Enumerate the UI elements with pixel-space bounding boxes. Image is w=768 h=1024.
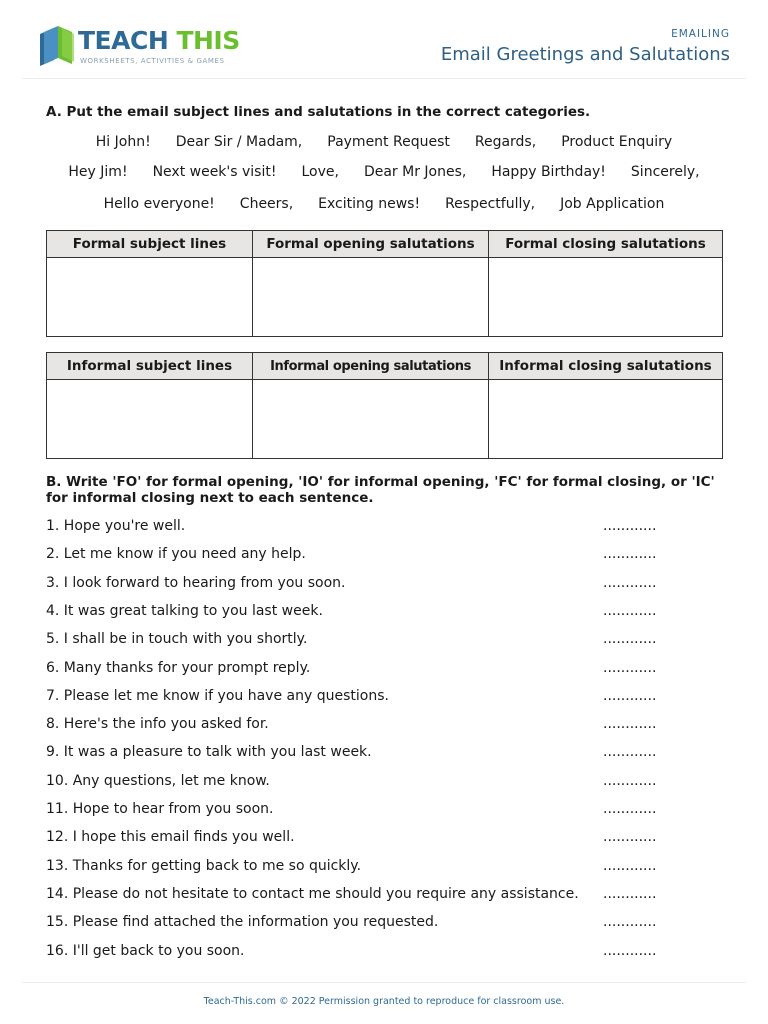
table-header: Informal closing salutations bbox=[489, 353, 723, 380]
answer-cell[interactable] bbox=[489, 380, 723, 459]
sentence-item bbox=[46, 603, 686, 619]
answer-blank[interactable]: ............ bbox=[603, 885, 657, 902]
answer-cell[interactable] bbox=[253, 258, 489, 337]
sentence-item bbox=[46, 886, 686, 902]
sentence-text: 16. I'll get back to you soon. bbox=[46, 942, 245, 959]
section-a-instruction: A. Put the email subject lines and salutations in the correct categories. bbox=[46, 104, 591, 120]
sentence-item bbox=[46, 575, 686, 591]
section-b-instruction: B. Write 'FO' for formal opening, 'IO' for informal opening, 'FC' for formal closing, or 'IC' for informal closing next to each sentence. bbox=[46, 474, 715, 506]
answer-blank[interactable]: ............ bbox=[603, 801, 657, 817]
sentence-text: 8. Here's the info you asked for. bbox=[46, 716, 269, 733]
answer-blank[interactable]: ............ bbox=[603, 829, 657, 846]
answer-blank[interactable]: ............ bbox=[603, 942, 657, 959]
sentence-text: 2. Let me know if you need any help. bbox=[46, 546, 306, 563]
table-header: Informal opening salutations bbox=[253, 353, 489, 380]
answer-cell[interactable] bbox=[489, 258, 723, 337]
sentence-item bbox=[46, 631, 686, 647]
sentence-text: 11. Hope to hear from you soon. bbox=[46, 801, 274, 817]
sentence-text: 4. It was great talking to you last week. bbox=[46, 602, 323, 619]
sentence-text: 5. I shall be in touch with you shortly. bbox=[46, 631, 308, 648]
word-item: Happy Birthday! bbox=[491, 164, 606, 180]
word-item: Next week's visit! bbox=[152, 164, 277, 180]
answer-blank[interactable]: ............ bbox=[603, 744, 657, 761]
word-item: Hello everyone! bbox=[103, 196, 215, 212]
word-item: Love, bbox=[301, 164, 339, 180]
table-header: Informal subject lines bbox=[47, 353, 253, 380]
footer-text: Teach-This.com © 2022 Permission granted to reproduce for classroom use. bbox=[203, 996, 565, 1007]
word-bank-row-1 bbox=[46, 134, 722, 150]
logo-wordmark: TEACH THIS bbox=[78, 26, 240, 55]
answer-blank[interactable]: ............ bbox=[603, 631, 657, 648]
sentence-item bbox=[46, 688, 686, 704]
sentence-item bbox=[46, 546, 686, 562]
word-bank-row-2 bbox=[46, 164, 722, 180]
sentence-item bbox=[46, 801, 686, 817]
sentence-text: 15. Please find attached the information you requested. bbox=[46, 914, 439, 931]
sentence-text: 3. I look forward to hearing from you soon. bbox=[46, 574, 346, 591]
answer-blank[interactable]: ............ bbox=[603, 659, 657, 676]
sentence-item bbox=[46, 744, 686, 760]
word-item: Respectfully, bbox=[445, 196, 536, 212]
answer-blank[interactable]: ............ bbox=[603, 914, 657, 931]
sentence-text: 7. Please let me know if you have any questions. bbox=[46, 687, 389, 704]
table-header: Formal closing salutations bbox=[489, 231, 723, 258]
sentence-item bbox=[46, 858, 686, 874]
sentence-item bbox=[46, 660, 686, 676]
word-item: Product Enquiry bbox=[561, 134, 673, 150]
sentence-text: 13. Thanks for getting back to me so quickly. bbox=[46, 857, 362, 874]
word-item: Dear Sir / Madam, bbox=[175, 134, 303, 150]
word-item: Hey Jim! bbox=[68, 164, 128, 180]
page-title: Email Greetings and Salutations bbox=[440, 44, 730, 65]
sentence-item bbox=[46, 716, 686, 732]
word-item: Dear Mr Jones, bbox=[363, 164, 467, 180]
word-item: Payment Request bbox=[327, 134, 450, 150]
sentence-item bbox=[46, 518, 686, 534]
sentence-text: 9. It was a pleasure to talk with you last week. bbox=[46, 744, 372, 761]
answer-blank[interactable]: ............ bbox=[603, 716, 657, 733]
sentence-item bbox=[46, 829, 686, 845]
sentence-item bbox=[46, 914, 686, 930]
answer-cell[interactable] bbox=[47, 380, 253, 459]
answer-cell[interactable] bbox=[47, 258, 253, 337]
logo-tagline: WORKSHEETS, ACTIVITIES & GAMES bbox=[80, 57, 225, 65]
answer-blank[interactable]: ............ bbox=[603, 518, 657, 534]
sentence-item bbox=[46, 943, 686, 959]
table-header: Formal opening salutations bbox=[253, 231, 489, 258]
sentence-text: 1. Hope you're well. bbox=[46, 518, 186, 534]
answer-blank[interactable]: ............ bbox=[603, 602, 657, 619]
word-item: Hi John! bbox=[95, 134, 151, 150]
formal-categories-table bbox=[46, 230, 723, 337]
page-header bbox=[22, 14, 746, 79]
word-item: Cheers, bbox=[239, 196, 294, 212]
word-item: Regards, bbox=[474, 134, 537, 150]
informal-categories-table bbox=[46, 352, 723, 459]
sentence-item bbox=[46, 773, 686, 789]
word-item: Job Application bbox=[560, 196, 665, 212]
category-label: EMAILING bbox=[671, 28, 730, 40]
teach-this-logo bbox=[36, 24, 246, 70]
word-item: Exciting news! bbox=[318, 196, 421, 212]
answer-blank[interactable]: ............ bbox=[603, 574, 657, 591]
sentence-text: 12. I hope this email finds you well. bbox=[46, 829, 295, 846]
answer-blank[interactable]: ............ bbox=[603, 546, 657, 563]
sentence-text: 14. Please do not hesitate to contact me should you require any assistance. bbox=[46, 885, 579, 902]
answer-blank[interactable]: ............ bbox=[603, 857, 657, 874]
word-bank-row-3 bbox=[46, 196, 722, 212]
sentence-text: 10. Any questions, let me know. bbox=[46, 772, 270, 789]
table-header: Formal subject lines bbox=[47, 231, 253, 258]
answer-cell[interactable] bbox=[253, 380, 489, 459]
answer-blank[interactable]: ............ bbox=[603, 687, 657, 704]
footer-divider bbox=[22, 982, 746, 983]
sentence-text: 6. Many thanks for your prompt reply. bbox=[46, 659, 311, 676]
book-logo-icon bbox=[36, 24, 76, 68]
word-item: Sincerely, bbox=[630, 164, 700, 180]
answer-blank[interactable]: ............ bbox=[603, 772, 657, 789]
